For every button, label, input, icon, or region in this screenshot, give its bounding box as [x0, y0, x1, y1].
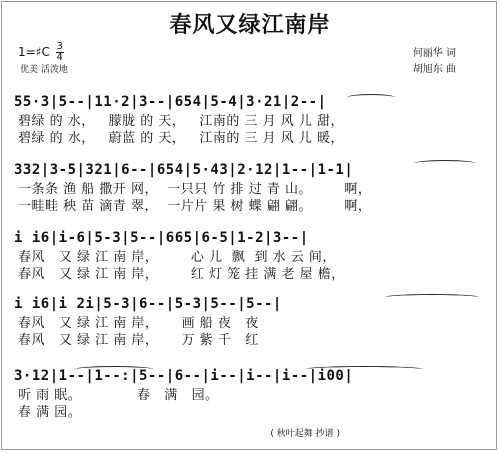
source-note: ( 秋叶起舞 抄谱 )	[270, 429, 340, 439]
lyric-line-1: 一条条 渔 船 撒开 网， 一只只 竹 排 过 青 山。 啊，	[18, 182, 372, 197]
time-signature	[56, 42, 64, 63]
lyric-line-2: 春风 又 绿 江 南 岸， 万 紫 千 红	[18, 333, 259, 348]
notation-line: i i6|i-6|5-3|5--|665|6-5|1-2|3--|	[14, 230, 309, 246]
notation-line: 3·12|1--|1--:|5--|6--|i--|i--|i--|i00|	[14, 368, 354, 384]
notation-line: 55·3|5--|11·2|3--|654|5-4|3·21|2--|	[14, 94, 327, 110]
lyric-line-1: 春风 又 绿 江 南 岸， 心 儿 飘 到 水 云 间，	[18, 250, 336, 265]
lyric-line-1: 听 雨 眠。 春 满 园。	[18, 388, 219, 403]
tempo-marking: 优美 活泼地	[20, 65, 68, 75]
time-top: 3	[56, 41, 63, 52]
time-bottom: 4	[56, 52, 63, 63]
lyric-line-2: 碧绿 的 水， 蔚蓝 的 天， 江南的 三 月 风 儿 暖，	[18, 131, 344, 146]
lyricist-credit: 何丽华 词	[412, 48, 456, 59]
lyric-line-2: 一畦畦 秧 苗 滴青 翠， 一片片 果 树 蝶 翩 翩。 啊，	[18, 199, 372, 214]
composer-credit: 胡旭东 曲	[412, 64, 456, 75]
notation-line: i i6|i 2i|5-3|6--|5-3|5--|5--|	[14, 296, 282, 312]
lyric-line-2: 春风 又 绿 江 南 岸， 红 灯 笼 挂 满 老 屋 檐，	[18, 267, 345, 282]
lyric-line-1: 春风 又 绿 江 南 岸， 画 船 夜 夜	[18, 316, 259, 331]
key-label: 1=♯C	[18, 45, 50, 59]
page-title: 春风又绿江南岸	[169, 13, 331, 38]
key-signature	[18, 42, 64, 63]
lyric-line-1: 碧绿 的 水， 朦胧 的 天， 江南的 三 月 风 儿 甜，	[18, 114, 344, 129]
lyric-line-2: 春 满 园。	[18, 405, 82, 420]
notation-line: 332|3-5|321|6--|654|5·43|2·12|1--|1-1|	[14, 162, 354, 178]
